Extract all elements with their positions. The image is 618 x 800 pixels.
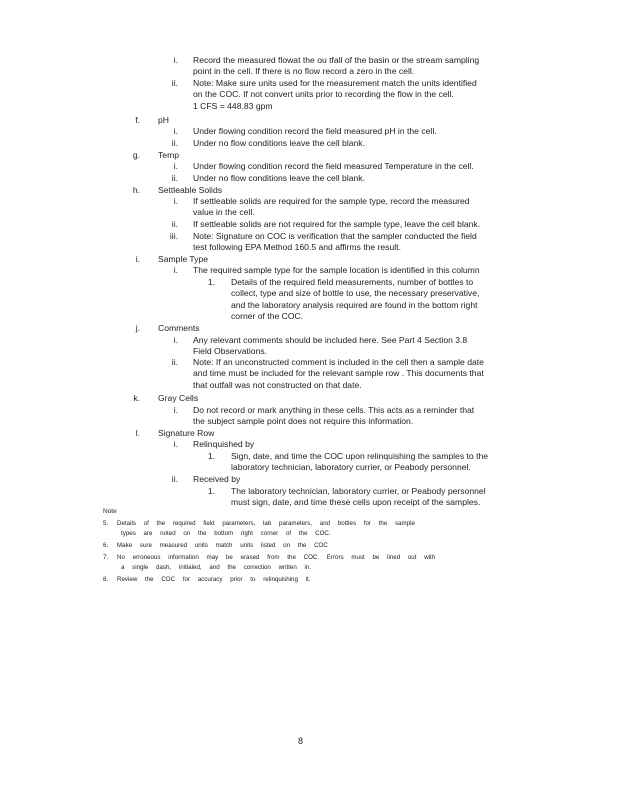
note-heading: Note [103, 508, 117, 515]
list-marker: i. [173, 196, 178, 206]
list-marker: k. [133, 393, 140, 403]
list-item-text: Under flowing condition record the field measured Temperature in the cell. [193, 161, 474, 171]
list-marker: ii. [171, 138, 178, 148]
note-text-continued: types are noted on the bottom right corner of the COC. [121, 530, 331, 537]
list-marker: i. [173, 405, 178, 415]
list-item-text: Any relevant comments should be included here. See Part 4 Section 3.8 [193, 335, 468, 345]
list-item-text: corner of the COC. [231, 311, 304, 322]
list-item-text: Under no flow conditions leave the cell blank. [193, 138, 365, 148]
list-item-text: and the laboratory analysis required are found in the bottom right [231, 299, 478, 310]
list-marker: ii. [171, 173, 178, 183]
list-marker: j. [135, 323, 140, 333]
list-marker: i. [173, 161, 178, 171]
list-marker: ii. [171, 357, 178, 367]
list-item-text: 1 CFS = 448.83 gpm [193, 100, 273, 111]
list-marker: i. [173, 265, 178, 275]
list-item-text: Under no flow conditions leave the cell blank. [193, 173, 365, 183]
note-text: Make sure measured units match units listed on the COC [117, 542, 328, 549]
list-item-text: Comments [158, 323, 200, 333]
list-item-text: Note: Signature on COC is verification that the sampler conducted the field [193, 231, 477, 241]
note-text-continued: a single dash, initialed, and the correction written in. [121, 564, 312, 571]
list-item-text: pH [158, 115, 169, 125]
list-item-text: Relinquished by [193, 439, 255, 449]
list-marker: i. [173, 439, 178, 449]
list-item-text: value in the cell. [193, 207, 255, 218]
note-text: No erroneous information may be erased from the COC. Errors must be lined out with [117, 554, 436, 561]
list-item-text: point in the cell. If there is no flow record a zero in the cell. [193, 66, 415, 77]
list-item-text: Do not record or mark anything in these cells. This acts as a reminder that [193, 405, 475, 415]
list-item-text: that outfall was not constructed on that date. [193, 379, 362, 390]
list-item-text: The required sample type for the sample location is identified in this column [193, 265, 480, 275]
list-item-text: Record the measured flowat the ou tfall of the basin or the stream sampling [193, 55, 480, 65]
list-item-text: and time must be included for the relevant sample row . This documents that [193, 368, 484, 379]
list-item-text: Temp [158, 150, 180, 160]
list-item-text: Note: Make sure units used for the measurement match the units identified [193, 78, 477, 88]
note-number: 7. [103, 554, 109, 561]
list-marker: ii. [171, 219, 178, 229]
note-text: Details of the required field parameters, lab parameters, and bottles for the sample [117, 520, 415, 527]
list-marker: l. [135, 428, 140, 438]
list-marker: i. [173, 126, 178, 136]
list-item-text: Note: If an unconstructed comment is included in the cell then a sample date [193, 357, 484, 367]
list-marker: 1. [207, 451, 215, 461]
list-marker: 1. [207, 486, 215, 496]
note-text: Review the COC for accuracy prior to relinquishing it. [117, 576, 311, 583]
list-item-text: collect, type and size of bottle to use, the necessary preservative, [231, 288, 480, 299]
list-item-text: Signature Row [158, 428, 215, 438]
list-marker: ii. [171, 78, 178, 88]
list-item-text: If settleable solids are required for the sample type, record the measured [193, 196, 470, 206]
list-item-text: If settleable solids are not required for the sample type, leave the cell blank. [193, 219, 481, 229]
list-item-text: the subject sample point does not require this information. [193, 416, 414, 427]
list-item-text: on the COC. If not convert units prior to recording the flow in the cell. [193, 89, 454, 100]
page-number: 8 [298, 736, 304, 746]
list-marker: 1. [207, 277, 215, 287]
list-item-text: must sign, date, and time these cells upon receipt of the samples. [231, 497, 481, 508]
list-marker: i. [173, 55, 178, 65]
list-marker: i. [135, 254, 140, 264]
list-item-text: Settleable Solids [158, 185, 223, 195]
list-item-text: Received by [193, 474, 241, 484]
list-item-text: laboratory technician, laboratory currier, or Peabody personnel. [231, 462, 471, 473]
list-marker: g. [132, 150, 140, 160]
list-item-text: Gray Cells [158, 393, 199, 403]
list-marker: h. [132, 185, 140, 195]
list-item-text: Details of the required field measurements, number of bottles to [231, 277, 474, 287]
note-number: 5. [103, 520, 109, 527]
list-marker: f. [135, 115, 140, 125]
note-number: 8. [103, 576, 109, 583]
note-number: 6. [103, 542, 109, 549]
list-item-text: Under flowing condition record the field measured pH in the cell. [193, 126, 437, 136]
list-marker: iii. [169, 231, 178, 241]
list-marker: i. [173, 335, 178, 345]
list-item-text: Field Observations. [193, 346, 268, 357]
list-item-text: Sample Type [158, 254, 209, 264]
list-item-text: The laboratory technician, laboratory currier, or Peabody personnel [231, 486, 486, 496]
list-marker: ii. [171, 474, 178, 484]
list-item-text: Sign, date, and time the COC upon relinquishing the samples to the [231, 451, 489, 461]
list-item-text: test following EPA Method 160.5 and affirms the result. [193, 242, 401, 253]
